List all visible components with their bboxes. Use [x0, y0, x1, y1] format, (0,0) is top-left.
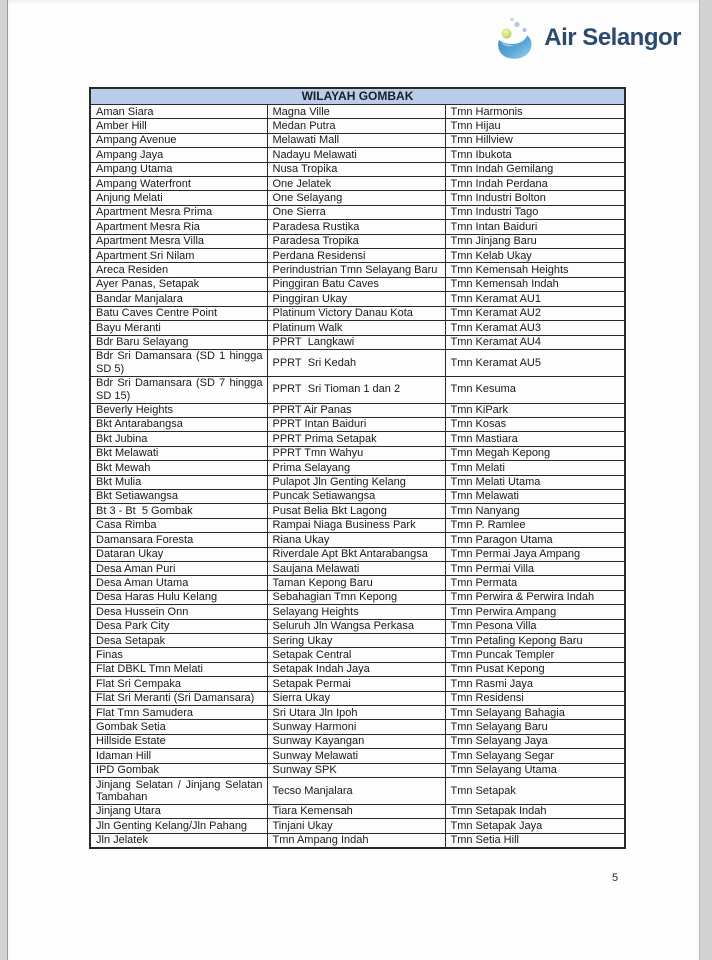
table-cell: Tmn Jinjang Baru — [445, 234, 625, 248]
table-cell: Hillside Estate — [90, 734, 267, 748]
table-row — [90, 518, 625, 532]
logo-text: Air Selangor — [544, 24, 681, 51]
table-cell: Tmn Setapak Indah — [445, 804, 625, 818]
table-cell: PPRT Air Panas — [267, 403, 445, 417]
table-row — [90, 504, 625, 518]
table-cell: Batu Caves Centre Point — [90, 306, 267, 320]
table-container — [89, 87, 624, 849]
table-cell: Bkt Mewah — [90, 461, 267, 475]
table-cell: Sunway Kayangan — [267, 734, 445, 748]
table-cell: Tiara Kemensah — [267, 804, 445, 818]
table-cell: Tmn Permai Villa — [445, 562, 625, 576]
table-cell: Tmn Paragon Utama — [445, 533, 625, 547]
table-cell: Tmn Melati Utama — [445, 475, 625, 489]
table-row — [90, 263, 625, 277]
table-row — [90, 446, 625, 460]
table-cell: One Jelatek — [267, 177, 445, 191]
table-cell: Pinggiran Ukay — [267, 292, 445, 306]
table-cell: Jln Genting Kelang/Jln Pahang — [90, 819, 267, 833]
table-cell: Apartment Mesra Ria — [90, 220, 267, 234]
table-cell: PPRT Langkawi — [267, 335, 445, 349]
table-cell: Bdr Baru Selayang — [90, 335, 267, 349]
table-row — [90, 533, 625, 547]
table-cell: Puncak Setiawangsa — [267, 489, 445, 503]
table-cell: Tmn Industri Tago — [445, 205, 625, 219]
table-cell: Sierra Ukay — [267, 691, 445, 705]
table-cell: Ayer Panas, Setapak — [90, 277, 267, 291]
table-cell: Tmn Ibukota — [445, 148, 625, 162]
table-row — [90, 475, 625, 489]
table-row — [90, 417, 625, 431]
table-body — [90, 105, 625, 849]
table-cell: Prima Selayang — [267, 461, 445, 475]
table-row — [90, 763, 625, 777]
table-cell: Tmn Industri Bolton — [445, 191, 625, 205]
table-cell: Bayu Meranti — [90, 321, 267, 335]
table-cell: Aman Siara — [90, 105, 267, 119]
table-cell: Rampai Niaga Business Park — [267, 518, 445, 532]
table-cell: Bt 3 - Bt 5 Gombak — [90, 504, 267, 518]
table-row — [90, 547, 625, 561]
page-number: 5 — [612, 872, 619, 884]
table-row — [90, 335, 625, 349]
table-cell: Sri Utara Jln Ipoh — [267, 706, 445, 720]
table-cell: Sunway Harmoni — [267, 720, 445, 734]
wilayah-gombak-table — [89, 87, 626, 849]
table-row — [90, 662, 625, 676]
table-row — [90, 804, 625, 818]
table-cell: PPRT Sri Kedah — [267, 349, 445, 376]
table-cell: Bkt Jubina — [90, 432, 267, 446]
table-cell: Saujana Melawati — [267, 562, 445, 576]
table-cell: Tmn P. Ramlee — [445, 518, 625, 532]
table-row — [90, 306, 625, 320]
table-title-row — [90, 88, 625, 105]
table-cell: Ampang Avenue — [90, 133, 267, 147]
table-row — [90, 691, 625, 705]
table-cell: Tmn Kesuma — [445, 376, 625, 403]
table-cell: Tmn Perwira & Perwira Indah — [445, 590, 625, 604]
table-cell: IPD Gombak — [90, 763, 267, 777]
table-row — [90, 220, 625, 234]
table-cell: Sunway Melawati — [267, 749, 445, 763]
table-cell: Pusat Belia Bkt Lagong — [267, 504, 445, 518]
table-cell: Beverly Heights — [90, 403, 267, 417]
table-cell: Perindustrian Tmn Selayang Baru — [267, 263, 445, 277]
table-cell: Tmn KiPark — [445, 403, 625, 417]
table-cell: Paradesa Tropika — [267, 234, 445, 248]
table-cell: Bkt Setiawangsa — [90, 489, 267, 503]
table-cell: Finas — [90, 648, 267, 662]
table-cell: Tmn Indah Perdana — [445, 177, 625, 191]
table-cell: Flat Tmn Samudera — [90, 706, 267, 720]
table-row — [90, 833, 625, 848]
table-cell: Apartment Mesra Prima — [90, 205, 267, 219]
table-cell: Pinggiran Batu Caves — [267, 277, 445, 291]
table-cell: Tmn Kemensah Indah — [445, 277, 625, 291]
table-cell: Tmn Nanyang — [445, 504, 625, 518]
table-row — [90, 148, 625, 162]
table-cell: Flat DBKL Tmn Melati — [90, 662, 267, 676]
table-row — [90, 191, 625, 205]
table-row — [90, 634, 625, 648]
table-cell: Desa Hussein Onn — [90, 605, 267, 619]
table-row — [90, 349, 625, 376]
table-cell: Riana Ukay — [267, 533, 445, 547]
table-cell: Tmn Setapak Jaya — [445, 819, 625, 833]
table-cell: Tmn Mastiara — [445, 432, 625, 446]
table-cell: Perdana Residensi — [267, 249, 445, 263]
table-cell: Anjung Melati — [90, 191, 267, 205]
table-cell: Desa Aman Puri — [90, 562, 267, 576]
table-cell: Tmn Kelab Ukay — [445, 249, 625, 263]
table-row — [90, 819, 625, 833]
table-cell: Flat Sri Cempaka — [90, 677, 267, 691]
table-cell: Jinjang Utara — [90, 804, 267, 818]
table-cell: Tecso Manjalara — [267, 778, 445, 805]
table-cell: Tmn Keramat AU2 — [445, 306, 625, 320]
table-cell: Tmn Megah Kepong — [445, 446, 625, 460]
table-cell: Desa Aman Utama — [90, 576, 267, 590]
table-row — [90, 576, 625, 590]
table-cell: Gombak Setia — [90, 720, 267, 734]
table-cell: Setapak Permai — [267, 677, 445, 691]
table-cell: Tinjani Ukay — [267, 819, 445, 833]
table-row — [90, 119, 625, 133]
table-cell: Tmn Selayang Bahagia — [445, 706, 625, 720]
table-cell: Tmn Setapak — [445, 778, 625, 805]
table-cell: Magna Ville — [267, 105, 445, 119]
table-cell: Tmn Selayang Segar — [445, 749, 625, 763]
table-cell: Melawati Mall — [267, 133, 445, 147]
table-cell: Bkt Melawati — [90, 446, 267, 460]
table-cell: Bandar Manjalara — [90, 292, 267, 306]
table-cell: Amber Hill — [90, 119, 267, 133]
table-cell: Tmn Selayang Baru — [445, 720, 625, 734]
table-cell: Tmn Hijau — [445, 119, 625, 133]
table-cell: Tmn Selayang Jaya — [445, 734, 625, 748]
table-cell: Selayang Heights — [267, 605, 445, 619]
table-cell: Dataran Ukay — [90, 547, 267, 561]
table-cell: Bdr Sri Damansara (SD 7 hingga SD 15) — [90, 376, 267, 403]
table-row — [90, 749, 625, 763]
table-cell: Jinjang Selatan / Jinjang Selatan Tambahan — [90, 778, 267, 805]
table-cell: Tmn Kosas — [445, 417, 625, 431]
table-cell: Tmn Indah Gemilang — [445, 162, 625, 176]
table-row — [90, 277, 625, 291]
air-selangor-logo — [493, 16, 681, 60]
table-cell: Tmn Hillview — [445, 133, 625, 147]
table-cell: Pulapot Jln Genting Kelang — [267, 475, 445, 489]
table-row — [90, 403, 625, 417]
table-row — [90, 376, 625, 403]
table-cell: Tmn Ampang Indah — [267, 833, 445, 848]
table-row — [90, 432, 625, 446]
table-cell: PPRT Tmn Wahyu — [267, 446, 445, 460]
table-cell: Tmn Harmonis — [445, 105, 625, 119]
table-cell: Sebahagian Tmn Kepong — [267, 590, 445, 604]
table-cell: One Sierra — [267, 205, 445, 219]
table-row — [90, 162, 625, 176]
table-cell: Setapak Central — [267, 648, 445, 662]
table-cell: Ampang Waterfront — [90, 177, 267, 191]
table-row — [90, 177, 625, 191]
table-cell: Platinum Walk — [267, 321, 445, 335]
table-cell: Sunway SPK — [267, 763, 445, 777]
table-cell: Bkt Mulia — [90, 475, 267, 489]
table-cell: Nusa Tropika — [267, 162, 445, 176]
table-cell: Tmn Permata — [445, 576, 625, 590]
table-cell: Nadayu Melawati — [267, 148, 445, 162]
table-cell: Ampang Jaya — [90, 148, 267, 162]
table-cell: Tmn Residensi — [445, 691, 625, 705]
table-cell: Bkt Antarabangsa — [90, 417, 267, 431]
table-cell: Tmn Petaling Kepong Baru — [445, 634, 625, 648]
table-cell: Damansara Foresta — [90, 533, 267, 547]
table-row — [90, 734, 625, 748]
table-cell: Desa Setapak — [90, 634, 267, 648]
table-cell: Sering Ukay — [267, 634, 445, 648]
table-cell: Riverdale Apt Bkt Antarabangsa — [267, 547, 445, 561]
table-row — [90, 234, 625, 248]
table-row — [90, 605, 625, 619]
table-row — [90, 619, 625, 633]
table-title: WILAYAH GOMBAK — [90, 88, 625, 105]
table-cell: Tmn Kemensah Heights — [445, 263, 625, 277]
table-row — [90, 489, 625, 503]
table-row — [90, 648, 625, 662]
table-row — [90, 105, 625, 119]
table-cell: Casa Rimba — [90, 518, 267, 532]
table-row — [90, 292, 625, 306]
table-cell: Taman Kepong Baru — [267, 576, 445, 590]
table-cell: One Selayang — [267, 191, 445, 205]
table-row — [90, 706, 625, 720]
table-cell: Jln Jelatek — [90, 833, 267, 848]
table-cell: Tmn Pusat Kepong — [445, 662, 625, 676]
table-cell: Tmn Melawati — [445, 489, 625, 503]
table-cell: Idaman Hill — [90, 749, 267, 763]
table-cell: Bdr Sri Damansara (SD 1 hingga SD 5) — [90, 349, 267, 376]
table-cell: Tmn Puncak Templer — [445, 648, 625, 662]
table-cell: Tmn Rasmi Jaya — [445, 677, 625, 691]
table-cell: Apartment Sri Nilam — [90, 249, 267, 263]
table-cell: Tmn Keramat AU3 — [445, 321, 625, 335]
table-cell: Tmn Selayang Utama — [445, 763, 625, 777]
table-cell: PPRT Prima Setapak — [267, 432, 445, 446]
table-cell: Medan Putra — [267, 119, 445, 133]
table-row — [90, 562, 625, 576]
table-cell: Tmn Permai Jaya Ampang — [445, 547, 625, 561]
table-cell: Seluruh Jln Wangsa Perkasa — [267, 619, 445, 633]
table-cell: Platinum Victory Danau Kota — [267, 306, 445, 320]
table-row — [90, 249, 625, 263]
table-cell: Desa Park City — [90, 619, 267, 633]
table-cell: Paradesa Rustika — [267, 220, 445, 234]
table-cell: PPRT Sri Tioman 1 dan 2 — [267, 376, 445, 403]
water-droplet-icon — [493, 16, 539, 60]
table-row — [90, 720, 625, 734]
table-cell: Tmn Melati — [445, 461, 625, 475]
table-cell: Setapak Indah Jaya — [267, 662, 445, 676]
document-page — [7, 0, 700, 960]
table-row — [90, 778, 625, 805]
table-cell: Tmn Perwira Ampang — [445, 605, 625, 619]
table-cell: Ampang Utama — [90, 162, 267, 176]
table-cell: Desa Haras Hulu Kelang — [90, 590, 267, 604]
table-row — [90, 205, 625, 219]
table-row — [90, 133, 625, 147]
table-cell: Flat Sri Meranti (Sri Damansara) — [90, 691, 267, 705]
table-cell: Apartment Mesra Villa — [90, 234, 267, 248]
table-cell: Areca Residen — [90, 263, 267, 277]
table-cell: Tmn Pesona Villa — [445, 619, 625, 633]
table-cell: Tmn Keramat AU4 — [445, 335, 625, 349]
table-cell: Tmn Keramat AU5 — [445, 349, 625, 376]
table-cell: Tmn Setia Hill — [445, 833, 625, 848]
table-cell: Tmn Intan Baiduri — [445, 220, 625, 234]
table-row — [90, 321, 625, 335]
table-row — [90, 677, 625, 691]
table-cell: Tmn Keramat AU1 — [445, 292, 625, 306]
table-row — [90, 590, 625, 604]
table-cell: PPRT Intan Baiduri — [267, 417, 445, 431]
table-row — [90, 461, 625, 475]
